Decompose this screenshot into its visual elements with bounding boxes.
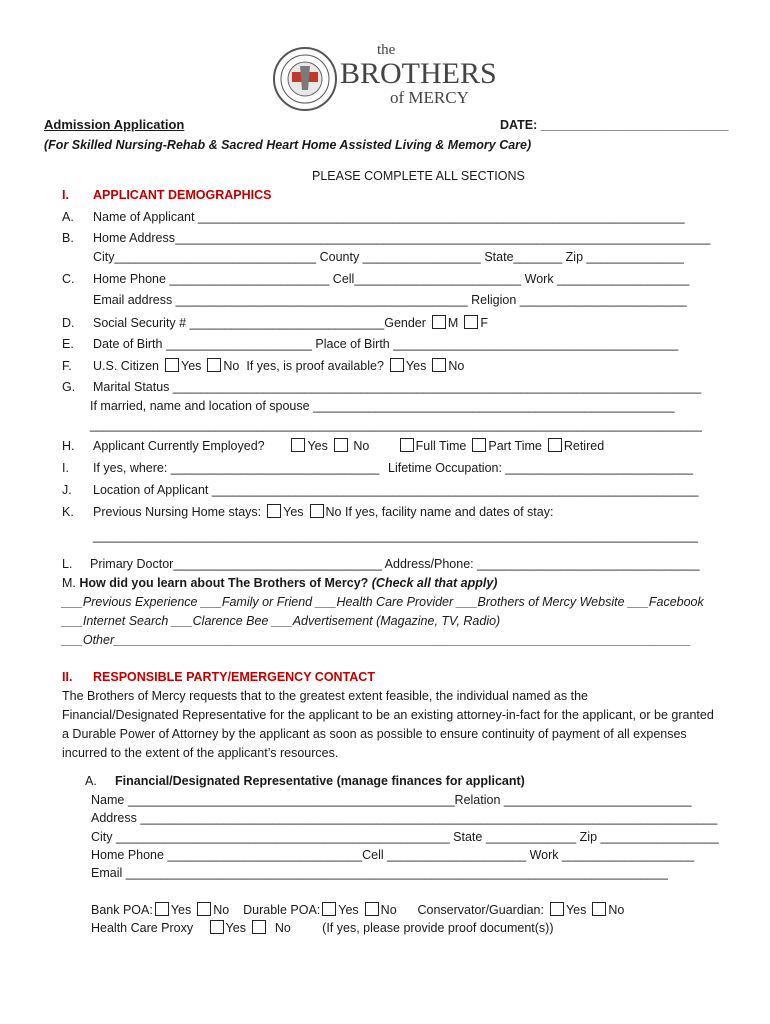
page-title: Admission Application (44, 117, 185, 132)
citizen-no-label: No (223, 359, 240, 373)
rep-name-field[interactable]: Name _______________________________________________Relation ___________________________ (91, 793, 692, 807)
conservator-no-label: No (608, 903, 625, 917)
employed-no-label: No (353, 439, 370, 453)
durable-poa-no-label: No (380, 903, 397, 917)
nursing-home-label: Previous Nursing Home stays: (93, 505, 262, 519)
paragraph-line: The Brothers of Mercy requests that to the greatest extent feasible, the individual named as the (62, 689, 588, 703)
retired-label: Retired (563, 439, 605, 453)
subsection-title: Financial/Designated Representative (manage finances for applicant) (115, 774, 525, 788)
item-letter: K. (62, 505, 74, 519)
durable-poa-label: Durable POA: (243, 903, 321, 917)
proxy-yes-label: Yes (225, 921, 246, 935)
conservator-yes-checkbox[interactable] (550, 902, 564, 916)
spouse-field[interactable]: If married, name and location of spouse ____________________________________________________ (90, 399, 675, 413)
paragraph-line: incurred to the extent of the applicant’s resources. (62, 746, 339, 760)
location-field[interactable]: Location of Applicant ______________________________________________________________________ (93, 483, 699, 497)
paragraph-line: Financial/Designated Representative for the applicant to be an existing attorney-in-fact for the applicant, or be granted (62, 708, 714, 722)
referral-other-field[interactable]: ___Other___________________________________________________________________________________ (62, 633, 692, 647)
logo-brothers: BROTHERS (340, 57, 497, 90)
item-letter: E. (62, 337, 74, 351)
employment-label: Applicant Currently Employed? (93, 439, 265, 453)
applicant-name-field[interactable]: Name of Applicant ______________________________________________________________________ (93, 210, 685, 224)
proof-no-checkbox[interactable] (432, 358, 446, 372)
durable-poa-no-checkbox[interactable] (365, 902, 379, 916)
section2-title: RESPONSIBLE PARTY/EMERGENCY CONTACT (93, 670, 375, 684)
logo-the: the (377, 42, 396, 58)
instruction-text: PLEASE COMPLETE ALL SECTIONS (312, 169, 525, 183)
birth-fields[interactable]: Date of Birth _____________________ Place of Birth _________________________________________ (93, 337, 679, 351)
citizen-no-checkbox[interactable] (207, 358, 221, 372)
nursing-home-row (93, 504, 553, 520)
item-letter: J. (62, 483, 72, 497)
citizen-yes-checkbox[interactable] (165, 358, 179, 372)
nursing-yes-label: Yes (283, 505, 304, 519)
spouse-field-line[interactable]: ________________________________________________________________________________________ (90, 418, 702, 432)
gender-m-checkbox[interactable] (432, 315, 446, 329)
citizen-label: U.S. Citizen (93, 359, 159, 373)
citizen-row (93, 358, 464, 374)
gender-f-checkbox[interactable] (464, 315, 478, 329)
subsection-letter: A. (85, 774, 97, 788)
part-time-label: Part Time (488, 439, 542, 453)
ssn-field[interactable]: Social Security # ____________________________Gender (93, 316, 426, 330)
poa-row (91, 902, 624, 918)
item-letter: L. (62, 557, 73, 571)
item-letter: H. (62, 439, 75, 453)
proof-label: If yes, is proof available? (246, 359, 384, 373)
rep-email-field[interactable]: Email ______________________________________________________________________________ (91, 866, 668, 880)
rep-address-field[interactable]: Address ___________________________________________________________________________________ (91, 811, 718, 825)
proof-yes-checkbox[interactable] (390, 358, 404, 372)
gender-m-label: M (447, 316, 459, 330)
bank-poa-no-label: No (213, 903, 230, 917)
city-county-state-zip-field[interactable]: City_____________________________ County _________________ State_______ Zip ______________ (93, 250, 684, 264)
home-address-field[interactable]: Home Address_____________________________________________________________________________ (93, 231, 711, 245)
employed-no-checkbox[interactable] (334, 438, 348, 452)
referral-question-text: How did you learn about The Brothers of Mercy? (79, 576, 372, 590)
occupation-field[interactable]: Lifetime Occupation: ___________________________ (388, 461, 694, 475)
bank-poa-yes-label: Yes (170, 903, 192, 917)
ssn-gender-row (93, 315, 488, 331)
date-field[interactable]: DATE: ___________________________ (500, 118, 729, 132)
gender-f-label: F (480, 316, 488, 330)
proxy-yes-checkbox[interactable] (210, 920, 224, 934)
bank-poa-label: Bank POA: (91, 903, 153, 917)
referral-question (62, 575, 497, 591)
marital-status-field[interactable]: Marital Status ____________________________________________________________________________ (93, 380, 702, 394)
proxy-row (91, 920, 554, 936)
full-time-label: Full Time (415, 439, 467, 453)
proxy-label: Health Care Proxy (91, 921, 194, 935)
brothers-of-mercy-logo (272, 42, 502, 112)
proof-note: (If yes, please provide proof document(s)) (322, 921, 554, 935)
section1-title: APPLICANT DEMOGRAPHICS (93, 188, 272, 202)
retired-checkbox[interactable] (548, 438, 562, 452)
referral-options-row2[interactable]: ___Internet Search ___Clarence Bee ___Advertisement (Magazine, TV, Radio) (62, 614, 501, 628)
employed-yes-label: Yes (307, 439, 328, 453)
item-letter: G. (62, 380, 76, 394)
bank-poa-no-checkbox[interactable] (197, 902, 211, 916)
doctor-field[interactable]: Primary Doctor______________________________ Address/Phone: ________________________________ (90, 557, 700, 571)
item-letter: C. (62, 272, 75, 286)
m-letter: M. (62, 576, 80, 590)
rep-city-field[interactable]: City ________________________________________________ State _____________ Zip _________________ (91, 830, 719, 844)
rep-phone-field[interactable]: Home Phone ____________________________Cell ____________________ Work ___________________ (91, 848, 695, 862)
item-letter: D. (62, 316, 75, 330)
paragraph-line: a Durable Power of Attorney by the applicant as soon as possible to ensure continuity of payment of all expenses (62, 727, 687, 741)
page-subtitle: (For Skilled Nursing-Rehab & Sacred Heart Home Assisted Living & Memory Care) (44, 138, 532, 152)
logo-of-mercy: of MERCY (390, 88, 469, 107)
item-letter: I. (62, 461, 69, 475)
employment-row (93, 438, 604, 454)
section2-number: II. (62, 670, 73, 684)
conservator-no-checkbox[interactable] (592, 902, 606, 916)
item-letter: F. (62, 359, 72, 373)
durable-poa-yes-checkbox[interactable] (322, 902, 336, 916)
phone-fields[interactable]: Home Phone _______________________ Cell________________________ Work ___________________ (93, 272, 690, 286)
conservator-label: Conservator/Guardian: (417, 903, 544, 917)
part-time-checkbox[interactable] (472, 438, 486, 452)
facility-field[interactable]: _______________________________________________________________________________________ (93, 529, 698, 543)
employed-yes-checkbox[interactable] (291, 438, 305, 452)
item-letter: A. (62, 210, 74, 224)
email-religion-field[interactable]: Email address __________________________________________ Religion ________________________ (93, 293, 687, 307)
employer-field[interactable]: If yes, where: ______________________________ (93, 461, 380, 475)
nursing-no-label: No If yes, facility name and dates of stay: (325, 505, 554, 519)
durable-poa-yes-label: Yes (338, 903, 359, 917)
conservator-yes-label: Yes (565, 903, 587, 917)
proof-yes-label: Yes (405, 359, 427, 373)
section1-number: I. (62, 188, 69, 202)
bank-poa-yes-checkbox[interactable] (155, 902, 169, 916)
proxy-no-checkbox[interactable] (252, 920, 266, 934)
item-letter: B. (62, 231, 74, 245)
nursing-no-checkbox[interactable] (310, 504, 324, 518)
full-time-checkbox[interactable] (400, 438, 414, 452)
nursing-yes-checkbox[interactable] (267, 504, 281, 518)
proxy-no-label: No (274, 921, 291, 935)
referral-options-row1[interactable]: ___Previous Experience ___Family or Friend ___Health Care Provider ___Brothers of Mercy Website ___Facebook (62, 595, 704, 609)
referral-note: (Check all that apply) (371, 576, 498, 590)
citizen-yes-label: Yes (181, 359, 202, 373)
proof-no-label: No (448, 359, 465, 373)
